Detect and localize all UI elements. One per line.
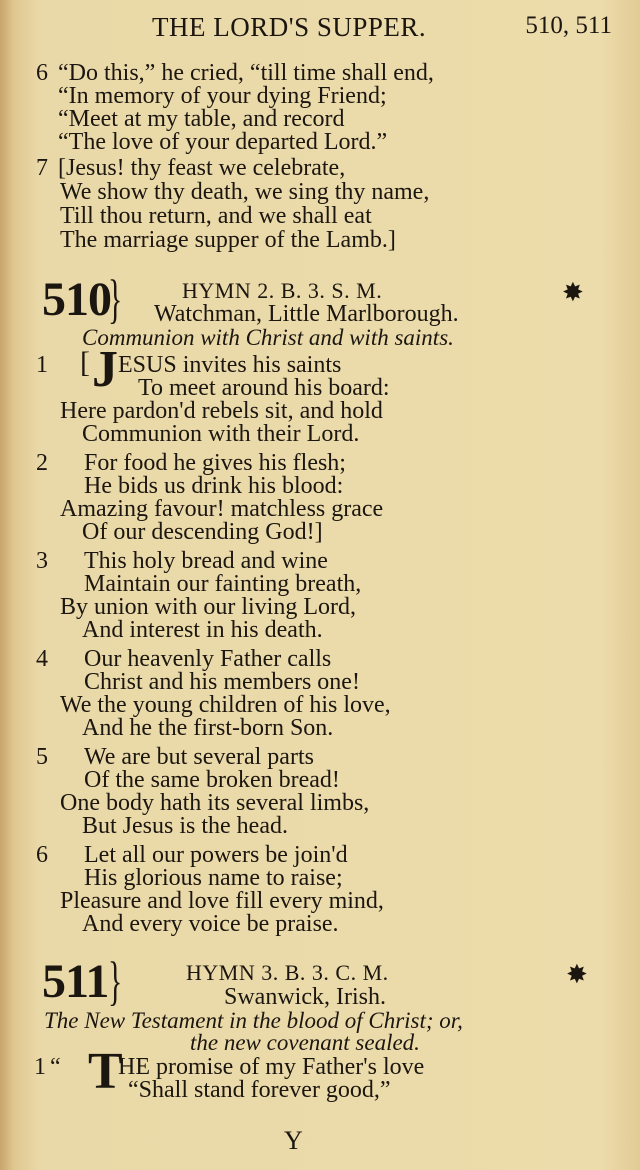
drop-capital: T <box>88 1043 123 1100</box>
hymn-subject: The New Testament in the blood of Christ; or, <box>44 1008 463 1033</box>
verse-line: Till thou return, and we shall eat <box>60 203 372 229</box>
verse-line: We the young children of his love, <box>60 692 391 718</box>
drop-capital: J <box>92 341 118 398</box>
verse-line: Maintain our fainting breath, <box>84 571 362 597</box>
verse-line: ESUS invites his saints <box>118 352 342 378</box>
verse-line: Communion with their Lord. <box>82 421 360 447</box>
verse-line: Pleasure and love fill every mind, <box>60 888 384 914</box>
page-header <box>0 12 640 44</box>
verse-line: “Shall stand forever good,” <box>128 1077 391 1103</box>
ornament-icon: ✸ <box>566 960 588 989</box>
verse-line: One body hath its several limbs, <box>60 790 370 816</box>
hymn-label: HYMN 2. B. 3. S. M. <box>182 278 383 303</box>
verse-line: But Jesus is the head. <box>82 813 288 839</box>
verse-line: For food he gives his flesh; <box>84 450 346 476</box>
verse-line: We show thy death, we sing thy name, <box>60 179 430 205</box>
hymn-subject-continued: the new covenant sealed. <box>190 1030 420 1055</box>
stanza-number: 2 <box>36 450 48 476</box>
verse-line: Our heavenly Father calls <box>84 646 332 672</box>
brace-mark: } <box>108 269 123 329</box>
page-numbers: 510, 511 <box>525 12 612 39</box>
verse-line: Of our descending God!] <box>82 519 323 545</box>
verse-line: Here pardon'd rebels sit, and hold <box>60 398 383 424</box>
verse-line: This holy bread and wine <box>84 548 328 574</box>
hymn-subject: Communion with Christ and with saints. <box>82 325 454 350</box>
tune-names: Swanwick, Irish. <box>224 984 386 1010</box>
verse-line: And interest in his death. <box>82 617 323 643</box>
verse-line: “In memory of your dying Friend; <box>58 83 387 109</box>
verse-line: Let all our powers be join'd <box>84 842 348 868</box>
verse-line: “Do this,” he cried, “till time shall end, <box>58 60 434 86</box>
bracket-mark: [ <box>80 346 90 379</box>
verse-line: Of the same broken bread! <box>84 767 340 793</box>
verse-line: [Jesus! thy feast we celebrate, <box>58 155 346 181</box>
stanza-number: 1 <box>36 352 48 378</box>
verse-line: And every voice be praise. <box>82 911 339 937</box>
stanza-number: 4 <box>36 646 48 672</box>
verse-line: He bids us drink his blood: <box>84 473 344 499</box>
quote-mark: “ <box>50 1054 61 1080</box>
hymn-number: 510 <box>42 273 111 326</box>
stanza-number: 1 <box>34 1054 46 1080</box>
signature-mark: Y <box>284 1126 303 1155</box>
ornament-icon: ✸ <box>562 278 584 307</box>
hymn-number: 511 <box>42 955 109 1008</box>
verse-line: And he the first-born Son. <box>82 715 334 741</box>
verse-line: HE promise of my Father's love <box>118 1054 425 1080</box>
verse-line: To meet around his board: <box>138 375 390 401</box>
verse-line: By union with our living Lord, <box>60 594 356 620</box>
verse-line: “Meet at my table, and record <box>58 106 345 132</box>
stanza-number: 5 <box>36 744 48 770</box>
verse-line: Amazing favour! matchless grace <box>60 496 384 522</box>
verse-line: We are but several parts <box>84 744 314 770</box>
running-title: THE LORD'S SUPPER. <box>152 12 427 42</box>
stanza-number: 3 <box>36 548 48 574</box>
stanza-number: 6 <box>36 60 48 86</box>
hymn-label: HYMN 3. B. 3. C. M. <box>186 960 389 985</box>
stanza-number: 7 <box>36 155 48 181</box>
stanza-number: 6 <box>36 842 48 868</box>
verse-line: Christ and his members one! <box>84 669 360 695</box>
verse-line: His glorious name to raise; <box>84 865 343 891</box>
brace-mark: } <box>108 951 123 1011</box>
tune-names: Watchman, Little Marlborough. <box>154 301 459 327</box>
verse-line: “The love of your departed Lord.” <box>58 129 388 155</box>
verse-line: The marriage supper of the Lamb.] <box>60 227 396 253</box>
